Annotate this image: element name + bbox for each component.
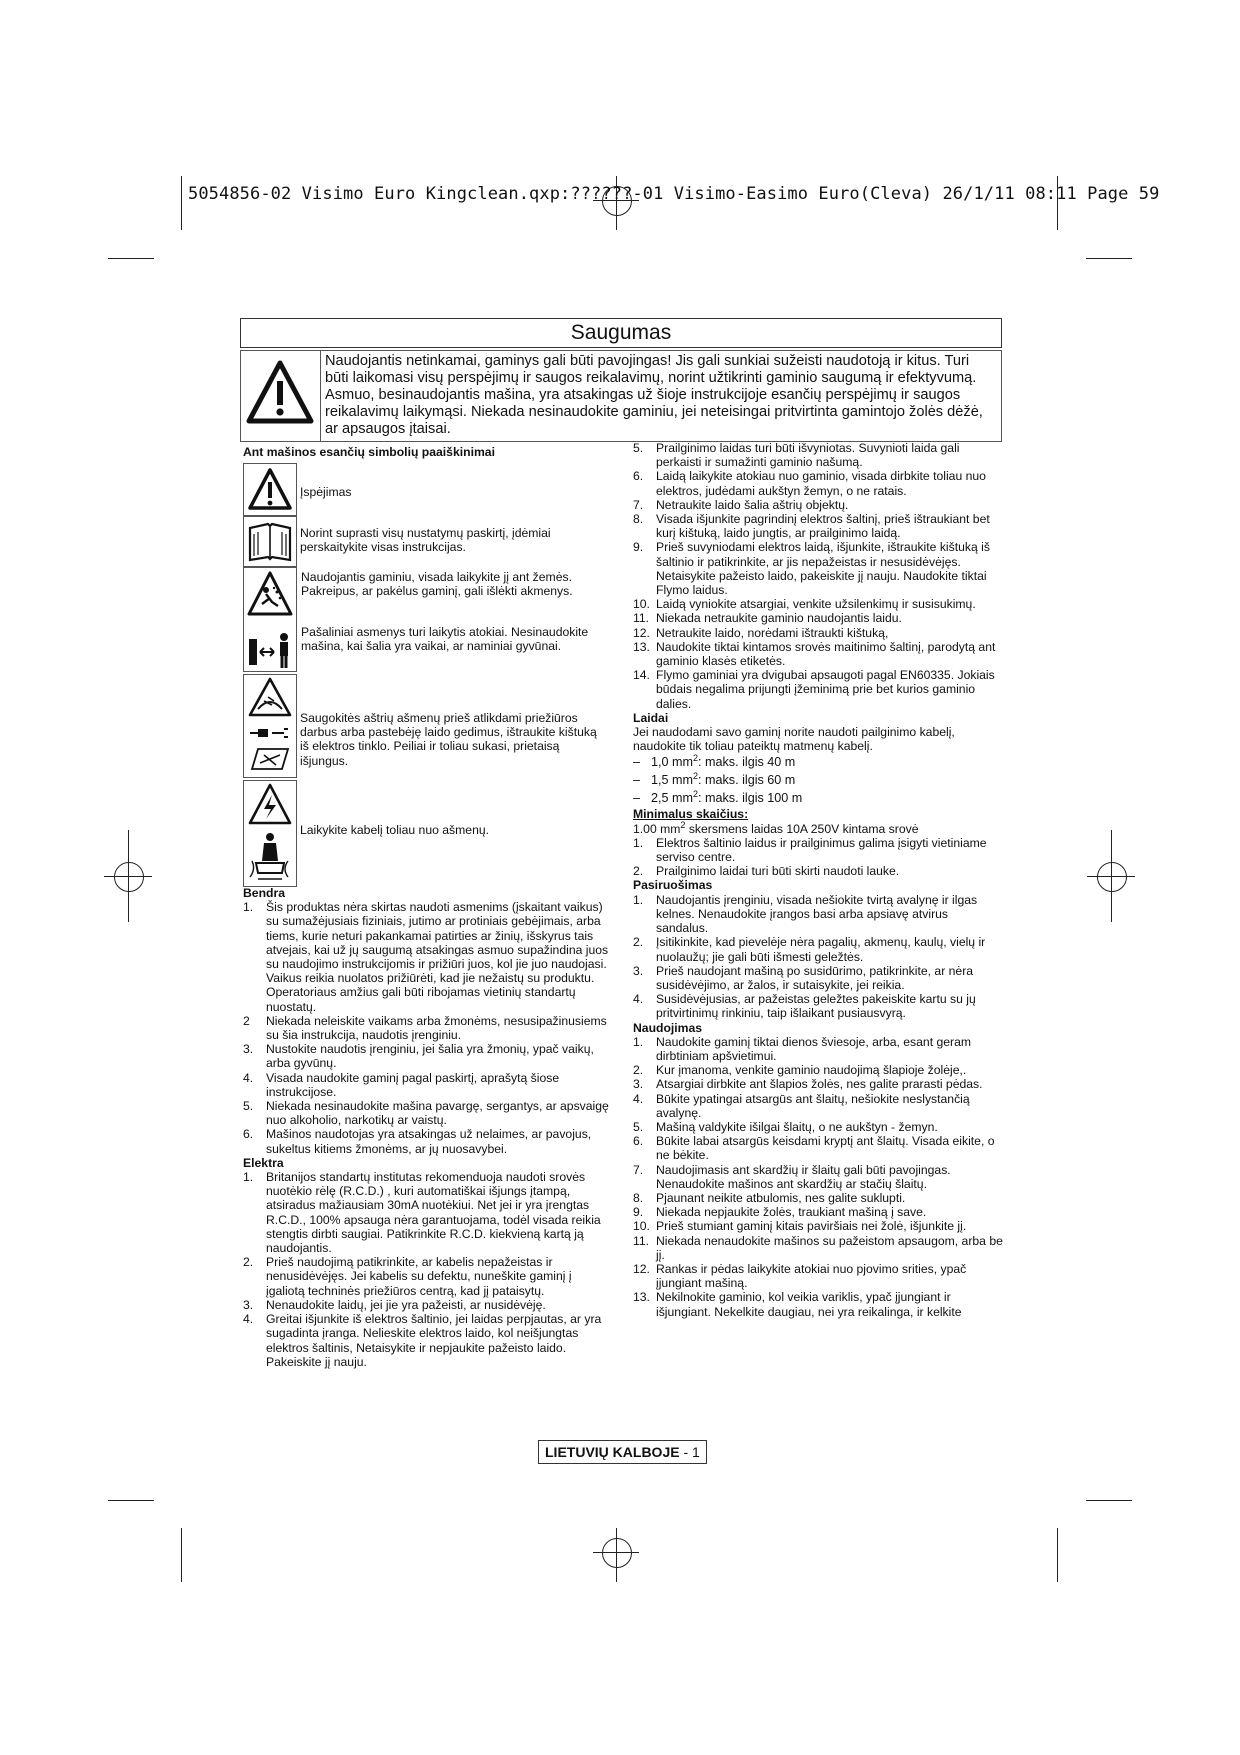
cable-size-sup: 2 (693, 753, 699, 764)
symbol-warning-text: Įspėjimas (300, 485, 352, 499)
list-item-number: 1. (243, 900, 254, 915)
list-item-text: Naudokite tiktai kintamos srovės maitinimo šaltinį, parodytą ant gaminio klasės etiketės. (656, 639, 996, 669)
list-item-text: Laidą vyniokite atsargiai, venkite užsilenkimų ir susisukimų. (656, 597, 976, 612)
list-item (633, 1219, 1003, 1233)
list-item-number: 2. (633, 935, 644, 950)
cable-size-post: : maks. ilgis 100 m (698, 791, 803, 806)
warning-triangle-icon (241, 351, 320, 441)
list-item-number: 2. (633, 864, 644, 879)
list-item (633, 1262, 1003, 1290)
section-heading-bendra: Bendra (243, 886, 285, 900)
symbol-frame (243, 515, 297, 567)
list-item-text: Būkite ypatingai atsargūs ant šlaitų, nešiokite neslystančią avalynę. (656, 1091, 970, 1120)
cable-size-item (633, 789, 1003, 807)
list-item (633, 668, 1003, 711)
list-item-number: 3. (633, 963, 644, 978)
list-item (633, 498, 1003, 512)
list-item (633, 1163, 1003, 1191)
symbol-frame (243, 463, 297, 517)
list-item (633, 964, 1003, 992)
warning-box (240, 350, 1002, 442)
bendra-list (243, 900, 613, 1156)
list-item-number: 7. (633, 1162, 644, 1177)
list-item-number: 1. (633, 835, 644, 850)
minimalus-line (633, 819, 1003, 836)
list-item (243, 1298, 613, 1312)
list-item-number: 10. (633, 597, 650, 612)
section-heading-laidai: Laidai (633, 710, 669, 725)
list-item-number: 10. (633, 1219, 650, 1234)
list-item (243, 1255, 613, 1298)
list-item-text: Būkite labai atsargūs keisdami kryptį ant šlaitų. Visada eikite, o ne bėkite. (656, 1134, 995, 1163)
symbols-heading: Ant mašinos esančių simbolių paaiškinimai (243, 445, 495, 459)
list-item (243, 1312, 613, 1369)
page-title: Saugumas (240, 318, 1002, 348)
list-item-text: Atsargiai dirbkite ant šlapios žolės, nes galite prarasti pėdas. (656, 1077, 983, 1092)
list-item-number: 5. (633, 1119, 644, 1134)
list-item-number: 5. (243, 1099, 254, 1114)
list-item-number: 6. (633, 1134, 644, 1149)
list-item-number: 6. (243, 1127, 254, 1142)
list-item-number: 8. (633, 512, 644, 527)
list-item (633, 1134, 1003, 1162)
list-item (633, 441, 1003, 469)
list-item-text: Įsitikinkite, kad pievelėje nėra pagalių, akmenų, kaulų, vielų ir nuolaužų; jie gali būti išmesti geležtės. (656, 935, 986, 964)
list-item-text: Prailginimo laidas turi būti išvyniotas. Suvynioti laida gali perkaisti ir sumažinti gaminio našumą. (656, 441, 960, 470)
list-item-number: 12. (633, 625, 650, 640)
cable-size-item (633, 771, 1003, 789)
list-item-text: Niekada nenaudokite mašinos su pažeistom apsaugom, arba be jį. (656, 1233, 1003, 1262)
crop-mark (1086, 1500, 1132, 1501)
bystanders-icon (244, 625, 296, 675)
list-item (633, 992, 1003, 1020)
list-item (633, 836, 1003, 864)
list-item (633, 540, 1003, 597)
cable-size-dash: – (633, 773, 641, 788)
list-item (243, 900, 613, 1014)
list-item-number: 1. (633, 892, 644, 907)
list-item-text: Niekada netraukite gaminio naudojantis laidu. (656, 611, 902, 626)
left-column-body (243, 886, 613, 1369)
list-item-text: Prailginimo laidai turi būti skirti naudoti lauke. (656, 864, 900, 879)
list-item-text: Mašiną valdykite išilgai šlaitų, o ne aukštyn - žemyn. (656, 1119, 938, 1134)
registration-mark (602, 1538, 632, 1568)
elektra-list (243, 1170, 613, 1369)
list-item (633, 626, 1003, 640)
list-item-text: Niekada nepjaukite žolės, traukiant mašiną į save. (656, 1205, 927, 1220)
list-item-number: 9. (633, 1205, 644, 1220)
list-item (633, 1120, 1003, 1134)
list-item (633, 1077, 1003, 1091)
warning-text: Naudojantis netinkamai, gaminys gali būti pavojingas! Jis gali sunkiai sužeisti naudotoją ir kitus. Turi būti laikomasi visų perspėjimų ir saugos reikalavimų, norint užtikrinti gaminio saugumą ir efektyvumą. Asmuo, besinaudojantis mašina, yra atsakingas už šioje instrukcijoje esančių perspėjimų ir saugos reikalavimų laikymąsi. Niekada nesinaudokite gaminiu, jei neteisingai pritvirtinta gamintojo žolės dėžė, ar apsaugos įtaisai. (325, 353, 983, 437)
list-item-text: Niekada neleiskite vaikams arba žmonėms, nesusipažinusiems su šia instrukcija, naudotis įrenginiu. (266, 1013, 607, 1043)
list-item-text: Nenaudokite laidų, jei jie yra pažeisti, ar nusidėvėję. (266, 1297, 546, 1312)
list-item-text: Šis produktas nėra skirtas naudoti asmenims (įskaitant vaikus) su sumažėjusiais fiziniais, jutimo ar protiniais gebėjimais, arba tiems, kurie neturi pakankamai patirties ar žinių, išskyrus tais atvejais, kai už jų saugumą atsakingas asmuo supažindina juos su naudojimo instrukcijomis ir prižiūri juos, kol jie juo naudojasi. Vaikus reikia nuolatos prižiūrėti, kad jie nežaistų su produktu. Operatoriaus amžius gali būti ribojamas vietinių standartų nuostatų. (266, 900, 609, 1014)
list-item-number: 4. (633, 992, 644, 1007)
registration-mark (104, 876, 152, 877)
thrown-objects-icon (244, 568, 296, 620)
list-item-text: Prieš suvyniodami elektros laidą, išjunkite, ištraukite kištuką iš šaltinio ir patikrinkite, ar jis nepažeistas ir nesusidėvėjęs. Netaisykite pažeisto laido, pakeiskite jį nauju. Naudokite tiktai Flymo laidus. (656, 540, 990, 598)
list-item (633, 864, 1003, 878)
list-item (243, 1099, 613, 1127)
symbol-frame (243, 674, 297, 778)
list-item (633, 1290, 1003, 1318)
crop-mark (1086, 258, 1132, 259)
symbol-bystanders-text: Pašaliniai asmenys turi laikytis atokiai. Nesinaudokite mašina, kai šalia yra vaikai, ar naminiai gyvūnai. (301, 625, 589, 654)
list-item (243, 1071, 613, 1099)
page-footer (538, 1440, 707, 1464)
list-item (633, 893, 1003, 936)
list-item (243, 1014, 613, 1042)
list-item (633, 1234, 1003, 1262)
list-item-text: Visada išjunkite pagrindinį elektros šaltinį, prieš ištraukiant bet kurį kištuką, laido jungtis, ar prailginimo laidą. (656, 512, 990, 541)
list-item-number: 3. (243, 1297, 254, 1312)
registration-mark (1087, 876, 1135, 877)
list-item-text: Netraukite laido, norėdami ištraukti kištuką, (656, 625, 889, 640)
cable-size-post: : maks. ilgis 40 m (698, 755, 796, 770)
read-manual-icon (244, 516, 296, 566)
cable-size-sup: 2 (693, 771, 699, 782)
symbol-cable-text: Laikykite kabelį toliau nuo ašmenų. (300, 823, 490, 837)
section-heading-elektra: Elektra (243, 1155, 284, 1170)
list-item-number: 2. (633, 1063, 644, 1078)
symbol-frame (243, 780, 297, 887)
symbol-ground-text: Naudojantis gaminiu, visada laikykite jį ant žemės. Pakreipus, ar pakėlus gaminį, gali išlėkti akmenys. (301, 570, 573, 599)
sharp-blades-icon (244, 675, 296, 777)
symbol-manual-text: Norint suprasti visų nustatymų paskirtį, įdėmiai perskaitykite visas instrukcijas. (300, 526, 551, 555)
pasiruosimas-list (633, 893, 1003, 1021)
list-item-number: 11. (633, 611, 650, 626)
list-item-text: Kur įmanoma, venkite gaminio naudojimą šlapioje žolėje,. (656, 1063, 967, 1078)
list-item-text: Laidą laikykite atokiau nuo gaminio, visada dirbkite toliau nuo elektros, judėdami aukštyn žemyn, o ne ratais. (656, 469, 986, 498)
list-item-number: 1. (633, 1034, 644, 1049)
list-item-number: 8. (633, 1190, 644, 1205)
cable-size-pre: 1,5 mm (651, 773, 693, 788)
naudojimas-list (633, 1035, 1003, 1319)
list-item (633, 597, 1003, 611)
cable-size-sup: 2 (693, 789, 699, 800)
cable-size-pre: 2,5 mm (651, 791, 693, 806)
cable-size-pre: 1,0 mm (651, 755, 693, 770)
list-item-number: 2 (243, 1013, 250, 1028)
list-item-text: Greitai išjunkite iš elektros šaltinio, jei laidas perpjautas, ar yra sugadinta įranga. Nelieskite elektros laido, kol neišjungtas elektros šaltinis, Netaisykite ir nepjaukite pažeisto laido. Pakeiskite jį nauju. (266, 1312, 602, 1369)
list-item (633, 640, 1003, 668)
footer-language: LIETUVIŲ KALBOJE (545, 1444, 680, 1460)
list-item-number: 7. (633, 497, 644, 512)
section-heading-minimalus: Minimalus skaičius: (633, 807, 749, 822)
crop-mark (108, 1500, 154, 1501)
list-item-text: Mašinos naudotojas yra atsakingas už nelaimes, ar pavojus, sukeltus kitiems žmonėms, ar jų nuosavybei. (266, 1127, 592, 1156)
list-item-text: Susidėvėjusias, ar pažeistas geležtes pakeiskite kartu su jų pritvirtinimų rinkiniu, taip išlaikant pusiausvyrą. (656, 992, 976, 1021)
list-item-text: Visada naudokite gaminį pagal paskirtį, aprašytą šiose instrukcijose. (266, 1070, 560, 1099)
list-item-text: Naudojantis įrenginiu, visada nešiokite tvirtą avalynę ir ilgas kelnes. Nenaudokite įrangos basi arba apsiavę atvirus sandalus. (656, 892, 978, 936)
list-item-text: Rankas ir pėdas laikykite atokiai nuo pjovimo srities, ypač įjungiant mašiną. (656, 1261, 967, 1291)
list-item-number: 4. (243, 1070, 254, 1085)
cable-sizes-list (633, 753, 1003, 807)
cable-size-dash: – (633, 791, 641, 806)
list-item-number: 9. (633, 540, 644, 555)
list-item (243, 1042, 613, 1070)
list-item-number: 12. (633, 1261, 650, 1276)
registration-mark (114, 862, 144, 892)
list-item (633, 611, 1003, 625)
list-item-number: 13. (633, 1290, 650, 1305)
list-item-number: 11. (633, 1233, 650, 1248)
min-size-value: 1.00 mm (633, 821, 681, 836)
list-item-number: 13. (633, 639, 650, 654)
list-item-text: Prieš stumiant gaminį kitais paviršiais nei žolė, išjunkite jį. (656, 1219, 967, 1234)
list-item (633, 1191, 1003, 1205)
list-item (633, 469, 1003, 497)
list-item-number: 3. (243, 1042, 254, 1057)
right-column-body (633, 441, 1003, 1319)
cable-size-dash: – (633, 755, 641, 770)
list-item-text: Naudokite gaminį tiktai dienos šviesoje, arba, esant geram dirbtiniam apšvietimui. (656, 1034, 972, 1063)
section-heading-pasiruosimas: Pasiruošimas (633, 878, 713, 893)
list-item-text: Nustokite naudotis įrenginiu, jei šalia yra žmonių, ypač vaikų, arba gyvūnų. (266, 1042, 594, 1071)
warning-triangle-icon (244, 464, 296, 516)
list-item-number: 4. (243, 1312, 254, 1327)
list-item (633, 512, 1003, 540)
symbol-frame (243, 567, 297, 672)
min-size-sup: 2 (680, 819, 686, 830)
list-item-text: Netraukite laido šalia aštrių objektų. (656, 497, 849, 512)
minimalus-list (633, 836, 1003, 879)
list-item-text: Niekada nesinaudokite mašina pavargę, sergantys, ar apsvaigę nuo alkoholio, narkotikų ar vaistų. (266, 1099, 609, 1128)
list-item (243, 1127, 613, 1155)
list-item (243, 1170, 613, 1255)
footer-page: - 1 (679, 1444, 700, 1460)
list-item-number: 3. (633, 1077, 644, 1092)
list-item-text: Pjaunant neikite atbulomis, nes galite suklupti. (656, 1190, 906, 1205)
list-item-number: 5. (633, 441, 644, 455)
list-item (633, 1205, 1003, 1219)
symbol-blades-text: Saugokitės aštrių ašmenų prieš atlikdami priežiūros darbus arba pastebėję laido gedimus, ištraukite kištuką iš elektros tinklo. Peiliai ir toliau sukasi, prietaisą išjungus. (300, 711, 597, 768)
registration-mark (616, 1528, 617, 1582)
list-item-text: Nekilnokite gaminio, kol veikia variklis, ypač įjungiant ir išjungiant. Nekelkite daugiau, nei yra reikalinga, ir kelkite (656, 1290, 962, 1319)
list-item-text: Elektros šaltinio laidus ir prailginimus galima įsigyti vietiniame serviso centre. (656, 835, 987, 865)
electric-shock-icon (244, 781, 296, 886)
cable-size-item (633, 753, 1003, 771)
list-item (633, 1092, 1003, 1120)
file-slug: 5054856-02 Visimo Euro Kingclean.qxp:??????-01 Visimo-Easimo Euro(Cleva) 26/1/11 08:11 Page 59 (188, 184, 1160, 204)
cable-size-post: : maks. ilgis 60 m (698, 773, 796, 788)
warning-icon-cell (241, 351, 321, 441)
list-item-text: Prieš naudojant mašiną po susidūrimo, patikrinkite, ar nėra susidėvėjimo, ar žalos, ir sutaisykite, jei reikia. (656, 963, 974, 992)
list-item-text: Flymo gaminiai yra dvigubai apsaugoti pagal EN60335. Jokiais būdais negalima prijungti įžeminimą prie bet kurios gaminio dalies. (656, 668, 995, 711)
crop-mark (181, 176, 182, 230)
min-size-desc: skersmens laidas 10A 250V kintama srovė (685, 821, 919, 836)
crop-mark (1057, 1528, 1058, 1582)
list-item (633, 1035, 1003, 1063)
electric-list-continued (633, 441, 1003, 711)
registration-mark (593, 1552, 639, 1553)
list-item-number: 6. (633, 469, 644, 484)
list-item-text: Britanijos standartų institutas rekomenduoja naudoti srovės nuotėkio rėlę (R.C.D.) , kuri automatiškai išjungs įtampą, atsiradus mažiausiam 30mA nuotėkiui. Net jei ir yra įrengtas R.C.D., 100% apsauga nėra garantuojama, todėl visada reikia stengtis dirbti saugiai. Patikrinkite R.C.D. kiekvieną kartą ją naudojantis. (266, 1170, 601, 1256)
crop-mark (181, 1528, 182, 1582)
laidai-text: Jei naudodami savo gaminį norite naudoti pailginimo kabelį, naudokite tik toliau pateiktų matmenų kabelį. (633, 725, 955, 754)
list-item-number: 1. (243, 1170, 254, 1185)
list-item-number: 2. (243, 1255, 254, 1270)
list-item (633, 1063, 1003, 1077)
crop-mark (108, 258, 154, 259)
list-item-text: Naudojimasis ant skardžių ir šlaitų gali būti pavojingas. Nenaudokite mašinos ant skardžių ar stačių šlaitų. (656, 1162, 951, 1191)
list-item-number: 4. (633, 1091, 644, 1106)
list-item-number: 14. (633, 668, 650, 683)
list-item-text: Prieš naudojimą patikrinkite, ar kabelis nepažeistas ir nenusidėvėjęs. Jei kabelis su defektu, nuneškite gaminį į įgaliotą techninės priežiūros centrą, kad jį pataisytų. (266, 1255, 572, 1298)
section-heading-naudojimas: Naudojimas (633, 1020, 703, 1035)
registration-mark (1097, 862, 1127, 892)
list-item (633, 935, 1003, 963)
